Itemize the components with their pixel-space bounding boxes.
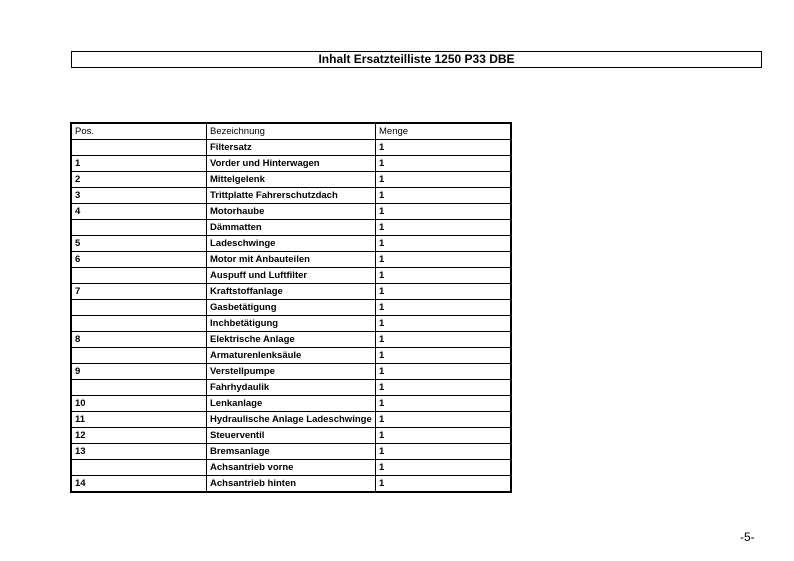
table-row [71, 172, 511, 188]
table-row [71, 236, 511, 252]
cell-bezeichnung: Mittelgelenk [207, 172, 376, 188]
cell-menge: 1 [376, 172, 512, 188]
table-row [71, 220, 511, 236]
cell-pos: 3 [71, 188, 207, 204]
table-row [71, 300, 511, 316]
cell-menge: 1 [376, 476, 512, 493]
table-row [71, 156, 511, 172]
cell-menge: 1 [376, 236, 512, 252]
table-row [71, 412, 511, 428]
cell-pos [71, 348, 207, 364]
table-row [71, 268, 511, 284]
cell-bezeichnung: Verstellpumpe [207, 364, 376, 380]
cell-pos [71, 316, 207, 332]
table-row [71, 428, 511, 444]
cell-pos: 14 [71, 476, 207, 493]
cell-menge: 1 [376, 316, 512, 332]
cell-menge: 1 [376, 156, 512, 172]
cell-bezeichnung: Steuerventil [207, 428, 376, 444]
cell-bezeichnung: Auspuff und Luftfilter [207, 268, 376, 284]
cell-menge: 1 [376, 252, 512, 268]
cell-pos: 10 [71, 396, 207, 412]
cell-menge: 1 [376, 204, 512, 220]
cell-menge: 1 [376, 140, 512, 156]
table-row [71, 188, 511, 204]
cell-pos [71, 220, 207, 236]
cell-menge: 1 [376, 220, 512, 236]
cell-bezeichnung: Achsantrieb vorne [207, 460, 376, 476]
table-row [71, 396, 511, 412]
cell-pos: 9 [71, 364, 207, 380]
table-row [71, 444, 511, 460]
cell-menge: 1 [376, 268, 512, 284]
cell-pos: 5 [71, 236, 207, 252]
cell-pos: 8 [71, 332, 207, 348]
column-header-pos: Pos. [71, 123, 207, 140]
cell-bezeichnung: Motor mit Anbauteilen [207, 252, 376, 268]
cell-pos [71, 268, 207, 284]
cell-bezeichnung: Dämmatten [207, 220, 376, 236]
cell-pos: 7 [71, 284, 207, 300]
cell-menge: 1 [376, 300, 512, 316]
page-title: Inhalt Ersatzteilliste 1250 P33 DBE [71, 51, 762, 68]
table-row [71, 316, 511, 332]
cell-pos [71, 460, 207, 476]
cell-pos: 6 [71, 252, 207, 268]
cell-pos [71, 300, 207, 316]
cell-menge: 1 [376, 380, 512, 396]
cell-menge: 1 [376, 396, 512, 412]
table-row [71, 332, 511, 348]
cell-menge: 1 [376, 188, 512, 204]
cell-bezeichnung: Filtersatz [207, 140, 376, 156]
cell-menge: 1 [376, 412, 512, 428]
cell-pos: 11 [71, 412, 207, 428]
cell-bezeichnung: Gasbetätigung [207, 300, 376, 316]
cell-menge: 1 [376, 460, 512, 476]
column-header-menge: Menge [376, 123, 512, 140]
cell-menge: 1 [376, 444, 512, 460]
cell-bezeichnung: Armaturenlenksäule [207, 348, 376, 364]
table-row [71, 204, 511, 220]
cell-pos [71, 380, 207, 396]
cell-bezeichnung: Inchbetätigung [207, 316, 376, 332]
cell-menge: 1 [376, 348, 512, 364]
cell-menge: 1 [376, 284, 512, 300]
table-row [71, 460, 511, 476]
cell-bezeichnung: Kraftstoffanlage [207, 284, 376, 300]
cell-pos [71, 140, 207, 156]
cell-menge: 1 [376, 428, 512, 444]
cell-bezeichnung: Elektrische Anlage [207, 332, 376, 348]
cell-bezeichnung: Achsantrieb hinten [207, 476, 376, 493]
cell-menge: 1 [376, 364, 512, 380]
table-header-row [71, 123, 511, 140]
table-row [71, 380, 511, 396]
table-row [71, 476, 511, 493]
cell-bezeichnung: Vorder und Hinterwagen [207, 156, 376, 172]
cell-pos: 12 [71, 428, 207, 444]
cell-bezeichnung: Bremsanlage [207, 444, 376, 460]
cell-pos: 1 [71, 156, 207, 172]
table-row [71, 284, 511, 300]
cell-bezeichnung: Motorhaube [207, 204, 376, 220]
cell-bezeichnung: Hydraulische Anlage Ladeschwinge [207, 412, 376, 428]
column-header-bezeichnung: Bezeichnung [207, 123, 376, 140]
cell-bezeichnung: Trittplatte Fahrerschutzdach [207, 188, 376, 204]
cell-bezeichnung: Lenkanlage [207, 396, 376, 412]
cell-bezeichnung: Ladeschwinge [207, 236, 376, 252]
cell-menge: 1 [376, 332, 512, 348]
page-number: -5- [740, 530, 755, 544]
parts-table [70, 122, 512, 493]
table-row [71, 140, 511, 156]
cell-pos: 13 [71, 444, 207, 460]
table-row [71, 364, 511, 380]
cell-pos: 4 [71, 204, 207, 220]
cell-bezeichnung: Fahrhydaulik [207, 380, 376, 396]
table-row [71, 252, 511, 268]
cell-pos: 2 [71, 172, 207, 188]
table-row [71, 348, 511, 364]
